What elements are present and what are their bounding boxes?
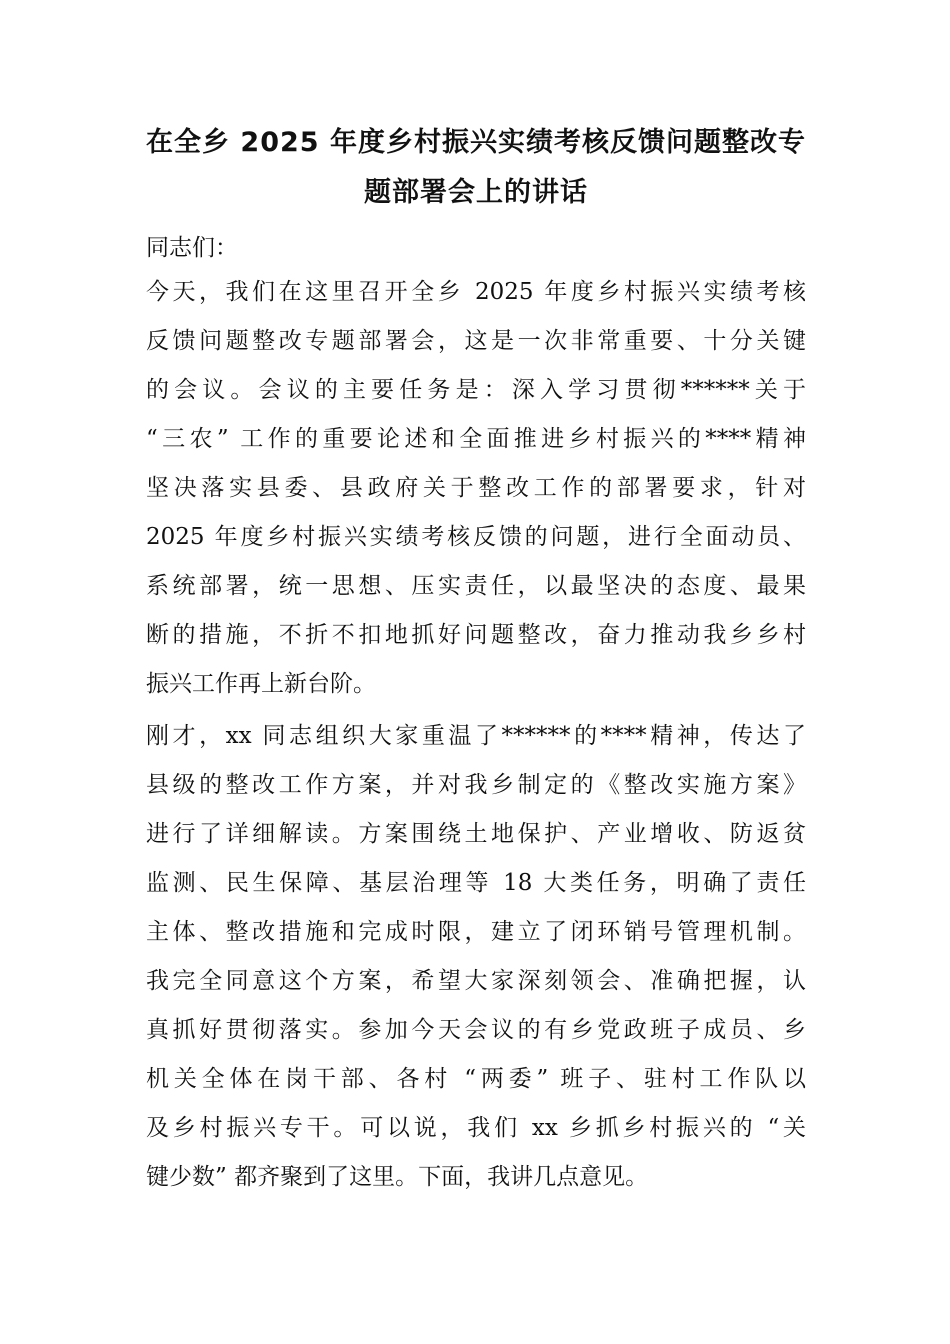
document-title xyxy=(146,118,806,218)
text-line: 坚决落实县委、县政府关于整改工作的部署要求，针对 xyxy=(146,475,806,501)
text-line: 真抓好贯彻落实。参加今天会议的有乡党政班子成员、乡 xyxy=(146,1017,806,1043)
paragraph-opening xyxy=(146,268,806,709)
text-line: 及乡村振兴专干。可以说，我们 xx 乡抓乡村振兴的 “关 xyxy=(146,1115,806,1141)
text-line: 的会议。会议的主要任务是：深入学习贯彻******关于 xyxy=(146,377,806,403)
text-line: 振兴工作再上新台阶。 xyxy=(146,671,376,697)
text-line: “三农” 工作的重要论述和全面推进乡村振兴的****精神 xyxy=(146,426,806,452)
salutation: 同志们： xyxy=(146,235,238,261)
text-line: 今天，我们在这里召开全乡 2025 年度乡村振兴实绩考核 xyxy=(146,279,806,305)
text-line: 机关全体在岗干部、各村 “两委” 班子、驻村工作队以 xyxy=(146,1066,806,1092)
text-line: 我完全同意这个方案，希望大家深刻领会、准确把握，认 xyxy=(146,968,806,994)
text-line: 主体、整改措施和完成时限，建立了闭环销号管理机制。 xyxy=(146,919,806,945)
text-line: 断的措施，不折不扣地抓好问题整改，奋力推动我乡乡村 xyxy=(146,622,806,648)
text-line: 进行了详细解读。方案围绕土地保护、产业增收、防返贫 xyxy=(146,821,806,847)
text-line: 刚才，xx 同志组织大家重温了******的****精神，传达了 xyxy=(146,723,806,749)
text-line: 2025 年度乡村振兴实绩考核反馈的问题，进行全面动员、 xyxy=(146,524,806,550)
text-line: 系统部署，统一思想、压实责任，以最坚决的态度、最果 xyxy=(146,573,806,599)
text-line: 监测、民生保障、基层治理等 18 大类任务，明确了责任 xyxy=(146,870,806,896)
text-line: 反馈问题整改专题部署会，这是一次非常重要、十分关键 xyxy=(146,328,806,354)
title-line: 在全乡 2025 年度乡村振兴实绩考核反馈问题整改专 xyxy=(146,127,806,158)
title-line: 题部署会上的讲话 xyxy=(364,177,588,208)
paragraph-plan-review xyxy=(146,712,806,1202)
text-line: 键少数” 都齐聚到了这里。下面，我讲几点意见。 xyxy=(146,1164,649,1190)
text-line: 县级的整改工作方案，并对我乡制定的《整改实施方案》 xyxy=(146,772,806,798)
